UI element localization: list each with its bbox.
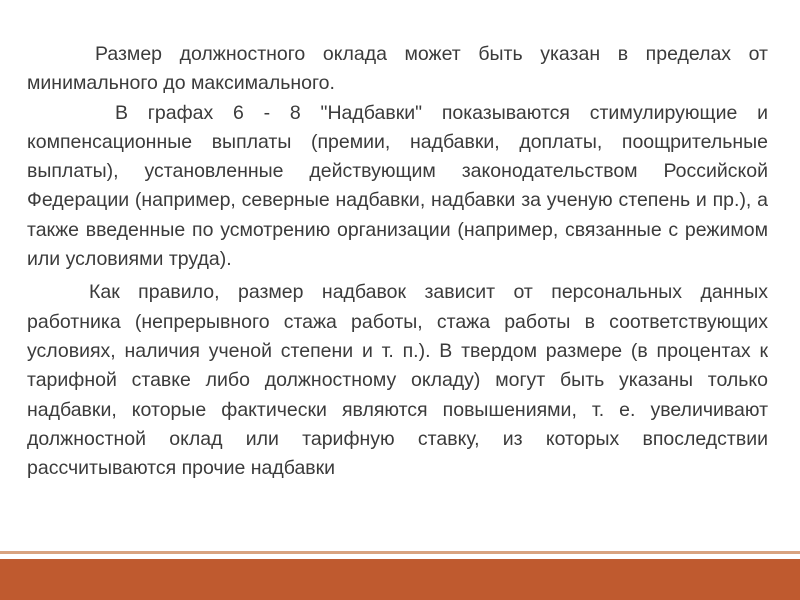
paragraph-salary-range: Размер должностного оклада может быть указан в пределах от минимального до максимального. [27,43,768,95]
paragraph-allowances-columns: В графах 6 - 8 "Надбавки" показываются стимулирующие и компенсационные выплаты (премии, надбавки, доплаты, поощрительные выплаты), установленные действующим законодательством Российской Федерации (например, северные надбавки, надбавки за ученую степень и пр.), а также введенные по усмотрению организации (например, связанные с режимом или условиями труда). [27,101,768,271]
footer-bar [0,559,800,600]
paragraph-allowances-size: Как правило, размер надбавок зависит от персональных данных работника (непрерывного стажа работы, стажа работы в соответствующих условиях, наличия ученой степени и т. п.). В твердом размере (в процентах к тарифной ставке либо должностному окладу) могут быть указаны только надбавки, которые фактически являются повышениями, т. е. увеличивают должностной оклад или тарифную ставку, из которых впоследствии рассчитываются прочие надбавки [27,281,768,480]
footer-accent-line [0,551,800,554]
slide-body-text [27,40,768,483]
